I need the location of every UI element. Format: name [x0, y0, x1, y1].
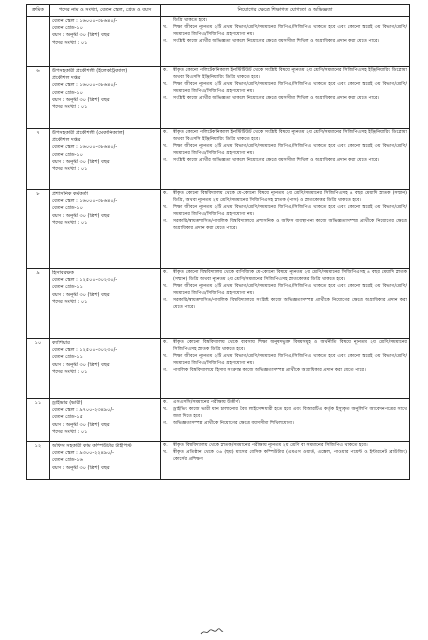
post-line: ক্যাশিয়ার: [52, 340, 70, 346]
item-marker: গ.: [163, 157, 168, 163]
item-marker: গ.: [163, 367, 168, 373]
table-row: [27, 129, 410, 190]
item-text: সরকারি/স্বায়ত্তশাসিত/পাবলিক বিশ্ববিদ্যালয়ে প্রশাসনিক ও অফিস ব্যবস্থাপনা কাজে অভিজ্ঞতাসম্পন্ন প্রার্থীকে নিয়োগের ক্ষেত্রে অগ্রাধিকার প্রদান করা যেতে পারে।: [173, 218, 407, 231]
post-line: বয়স : অনূর্ধ্ব ৩০ (ত্রিশ) বছর: [52, 291, 110, 298]
item-marker: ক.: [163, 443, 168, 448]
post-line: বেতন স্কেল : ৯৭০০-২৩৪৯০/-: [52, 407, 114, 414]
post-line: বেতন গ্রেড-১৬: [52, 457, 83, 464]
item-marker: ক.: [163, 270, 168, 275]
item-marker: ক.: [163, 400, 168, 405]
item-marker: খ.: [163, 449, 168, 455]
item-text: ডিগ্রি থাকতে হবে।: [173, 18, 208, 23]
item-text: সংশ্লিষ্ট কাজে প্রার্থীর অভিজ্ঞতা থাকলে নিয়োগের ক্ষেত্রে বয়সসীমা শিথিল ও অগ্রাধিকার প্রদান করা যেতে পারে।: [173, 95, 380, 101]
item-marker: খ.: [163, 283, 168, 289]
qualification-item: [163, 144, 407, 158]
item-marker: গ.: [163, 38, 168, 44]
post-line: বেতন স্কেল : ১৬০০০-৩৮৬৪০/-: [52, 18, 118, 24]
table-row: [27, 190, 410, 269]
qualification-item: [163, 400, 407, 407]
item-text: সংশ্লিষ্ট কাজে প্রার্থীর অভিজ্ঞতা থাকলে নিয়োগের ক্ষেত্রে বয়সসীমা শিথিল ও অগ্রাধিকার প্রদান করা যেতে পারে।: [173, 38, 380, 44]
qualification-item: [163, 450, 407, 464]
post-line: ড্রাইভার (ভারী): [52, 400, 83, 406]
qualification-item: [163, 270, 407, 284]
item-text: সংশ্লিষ্ট কাজে প্রার্থীর অভিজ্ঞতা থাকলে নিয়োগের ক্ষেত্রে বয়সসীমা শিথিল ও অগ্রাধিকার প্রদান করা যেতে পারে।: [173, 157, 380, 163]
qualification-details: [161, 129, 410, 190]
item-marker: ক.: [163, 340, 168, 345]
item-text: শিক্ষা জীবনে ন্যূনতম ২টি প্রথম বিভাগ/শ্রেণি/সমমানের জিপিএ/সিজিপিএ থাকতে হবে এবং কোনো স্তরেই ৩য় বিভাগ/শ্রেণি/সমমানের জিপিএ/সিজিপিএ গ্রহণযোগ্য নয়।: [173, 283, 407, 296]
qualification-item: [163, 421, 407, 428]
post-details: [50, 442, 161, 480]
item-marker: খ.: [163, 81, 168, 87]
post-line: বেতন স্কেল : ১৬০০০-৩৮৬৪০/-: [52, 144, 118, 151]
item-marker: ক.: [163, 130, 168, 135]
item-text: শিক্ষা জীবনে ন্যূনতম ২টি প্রথম বিভাগ/শ্রেণি/সমমানের জিপিএ/সিজিপিএ থাকতে হবে এবং কোনো স্তরেই ৩য় বিভাগ/শ্রেণি/সমমানের জিপিএ/সিজিপিএ গ্রহণযোগ্য নয়।: [173, 204, 407, 217]
post-line: পদের সংখ্যা : ০১: [52, 219, 88, 226]
qualification-item: [163, 25, 407, 39]
post-line: পদের সংখ্যা : ০১: [52, 428, 88, 435]
item-marker: ক.: [163, 68, 168, 73]
item-text: স্বীকৃত কোনো বিশ্ববিদ্যালয় থেকে ব্যবসায় শিক্ষা অনুষদভুক্ত বিষয়সমূহ ও অর্থনীতি বিষয়ে ন্যূনতম ২য় শ্রেণি/সমমানের সিজিপিএসহ স্নাতক ডিগ্রি থাকতে হবে।: [173, 340, 407, 352]
post-details: [50, 190, 161, 269]
post-line: বেতন স্কেল : ১২৫০০-৩০২৩০/-: [52, 347, 118, 354]
header-serial: ক্রমিক: [27, 5, 50, 17]
table-row: [27, 17, 410, 67]
row-serial: ১১: [27, 399, 50, 442]
table-row: [27, 399, 410, 442]
post-line: বেতন গ্রেড-১০: [52, 151, 83, 158]
row-serial: [27, 17, 50, 67]
item-text: শিক্ষা জীবনে ন্যূনতম ২টি প্রথম বিভাগ/শ্রেণি/সমমানের জিপিএ/সিজিপিএ থাকতে হবে এবং কোনো স্তরেই ৩য় বিভাগ/শ্রেণি/সমমানের জিপিএ/সিজিপিএ গ্রহণযোগ্য নয়।: [173, 143, 407, 156]
post-line: প্রশাসনিক কর্মকর্তা: [52, 191, 88, 197]
qualification-item: [163, 407, 407, 421]
table-body: [27, 17, 410, 480]
post-line: প্রকৌশল দপ্তর: [52, 137, 81, 144]
post-line: বেতন স্কেল : ১৬০০০-৩৮৬৪০/-: [52, 82, 118, 89]
post-line: প্রকৌশল দপ্তর: [52, 75, 81, 82]
post-details: [50, 67, 161, 129]
post-line: বেতন গ্রেড-১০: [52, 89, 83, 96]
qualification-item: [163, 82, 407, 96]
post-line: বেতন গ্রেড-১০: [52, 25, 83, 32]
row-serial: ৬: [27, 67, 50, 129]
qualification-item: [163, 96, 407, 103]
row-serial: ১২: [27, 442, 50, 480]
item-text: স্বীকৃত কোনো বিশ্ববিদ্যালয় থেকে যে-কোনো বিষয়ে ন্যূনতম ২য় শ্রেণি/সমমানের সিজিপিএসহ ৪ বছর মেয়াদি স্নাতক (সম্মান) ডিগ্রি, অথবা ন্যূনতম ২য় শ্রেণি/সমমানের সিজিপিএসহ স্নাতক (পাস) ও স্নাতকোত্তর ডিগ্রি থাকতে হবে।: [173, 191, 407, 203]
qualification-details: [161, 67, 410, 129]
qualification-item: [163, 191, 407, 205]
post-line: বয়স : অনূর্ধ্ব ৩০ (ত্রিশ) বছর: [52, 158, 110, 165]
table-row: [27, 339, 410, 399]
item-text: স্বীকৃত বিশ্ববিদ্যালয় থেকে স্নাতক/সমমানের পরীক্ষায় ন্যূনতম ২য় শ্রেণি বা সমমানের সিজিপিএ থাকতে হবে।: [173, 443, 368, 448]
item-marker: গ.: [163, 218, 168, 224]
post-line: পদের সংখ্যা : ০১: [52, 39, 88, 46]
item-text: পাবলিক বিশ্ববিদ্যালয়ে হিসাব সংক্রান্ত কাজে অভিজ্ঞতাসম্পন্ন প্রার্থীকে অগ্রাধিকার প্রদান করা যেতে পারে।: [173, 367, 366, 373]
item-text: ড্রাইভিং কাজে ভারী যান চালানোর বৈধ লাইসেন্সধারী হতে হবে এবং বিআরটিএ কর্তৃক ইস্যুকৃত অনুলিপি আবেদনপত্রের সাথে জমা দিতে হবে।: [173, 406, 407, 419]
job-table: [26, 4, 410, 480]
row-serial: ৮: [27, 190, 50, 269]
post-details: [50, 269, 161, 339]
qualification-item: [163, 68, 407, 82]
post-details: [50, 17, 161, 67]
post-line: উপসহকারী প্রকৌশলী (ইলেকট্রিক্যাল): [52, 68, 128, 74]
item-marker: খ.: [163, 406, 168, 412]
table-header-row: [27, 5, 410, 17]
post-line: বয়স : অনূর্ধ্ব ৩০ (ত্রিশ) বছর: [52, 32, 110, 39]
item-marker: গ.: [163, 297, 168, 303]
qualification-item: [163, 354, 407, 368]
post-line: বেতন স্কেল : ৯৩০০-২২৪৯০/-: [52, 450, 114, 457]
header-post: পদের নাম ও সংখ্যা, বেতন স্কেল, গ্রেড ও বয়স: [50, 5, 161, 17]
post-line: বয়স : অনূর্ধ্ব ৩০ (ত্রিশ) বছর: [52, 212, 110, 219]
post-line: বেতন স্কেল : ১২৫০০-৩০২৩০/-: [52, 277, 118, 284]
post-line: পদের সংখ্যা : ০১: [52, 368, 88, 375]
item-marker: [163, 18, 173, 25]
post-line: বয়স : অনূর্ধ্ব ৩০ (ত্রিশ) বছর: [52, 96, 110, 103]
post-line: বয়স : অনূর্ধ্ব ৩০ (ত্রিশ) বছর: [52, 421, 110, 428]
post-line: অফিস সহকারী কাম কম্পিউটার টাইপিস্ট: [52, 443, 132, 449]
qualification-details: [161, 190, 410, 269]
item-text: স্বীকৃত কোনো পলিটেকনিক্যাল ইনস্টিটিউট থেকে সংশ্লিষ্ট বিষয়ে ন্যূনতম ২য় শ্রেণি/সমমানের সিজিপিএসহ ইঞ্জিনিয়ারিং ডিপ্লোমা অথবা বিএসসি ইঞ্জিনিয়ারিং ডিগ্রি থাকতে হবে।: [173, 68, 407, 80]
row-serial: ১০: [27, 339, 50, 399]
post-line: উপসহকারী প্রকৌশলী (মেকানিক্যাল): [52, 130, 125, 136]
item-text: শিক্ষা জীবনে ন্যূনতম ২টি প্রথম বিভাগ/শ্রেণি/সমমানের জিপিএ/সিজিপিএ থাকতে হবে এবং কোনো স্তরেই ৩য় বিভাগ/শ্রেণি/সমমানের জিপিএ/সিজিপিএ গ্রহণযোগ্য নয়।: [173, 81, 407, 94]
item-marker: খ.: [163, 353, 168, 359]
post-details: [50, 399, 161, 442]
post-line: বেতন গ্রেড-১১: [52, 354, 83, 361]
post-line: বেতন স্কেল : ১৬০০০-৩৮৬৪০/-: [52, 198, 118, 205]
post-line: পদের সংখ্যা : ০১: [52, 298, 88, 305]
qualification-item: [163, 18, 407, 25]
item-marker: গ.: [163, 95, 168, 101]
item-marker: খ.: [163, 143, 168, 149]
post-line: বেতন গ্রেড-১৫: [52, 414, 83, 421]
table-row: [27, 442, 410, 480]
item-text: সরকারি/স্বায়ত্তশাসিত/পাবলিক বিশ্ববিদ্যালয়ে সংশ্লিষ্ট কাজে অভিজ্ঞতাসম্পন্ন প্রার্থীকে নিয়োগের ক্ষেত্রে অগ্রাধিকার প্রদান করা যেতে পারে।: [173, 297, 407, 310]
item-marker: খ.: [163, 204, 168, 210]
post-line: বয়স : অনূর্ধ্ব ৩০ (ত্রিশ) বছর: [52, 464, 110, 471]
qualification-details: [161, 442, 410, 480]
qualification-item: [163, 368, 407, 375]
item-marker: খ.: [163, 24, 168, 30]
row-serial: ৭: [27, 129, 50, 190]
item-marker: ক.: [163, 191, 168, 196]
qualification-item: [163, 158, 407, 165]
item-marker: গ.: [163, 420, 168, 426]
post-line: বেতন গ্রেড-১১: [52, 284, 83, 291]
qualification-item: [163, 443, 407, 450]
row-serial: ৯: [27, 269, 50, 339]
table-row: [27, 67, 410, 129]
qualification-item: [163, 39, 407, 46]
qualification-item: [163, 205, 407, 219]
qualification-item: [163, 298, 407, 312]
item-text: স্বীকৃত কোনো বিশ্ববিদ্যালয় থেকে বাণিজ্যিক যে-কোনো বিষয়ে ন্যূনতম ২য় শ্রেণি/সমমানের সিজিপিএসহ ৪ বছর মেয়াদি স্নাতক (সম্মান) ডিগ্রি অথবা ন্যূনতম ২য় শ্রেণি/সমমানের সিজিপিএসহ স্নাতকোত্তর ডিগ্রি থাকতে হবে।: [173, 270, 407, 282]
table-row: [27, 269, 410, 339]
qualification-details: [161, 339, 410, 399]
header-qualification: নিয়োগের ক্ষেত্রে শিক্ষাগত যোগ্যতা ও অভিজ্ঞতা: [161, 5, 410, 17]
item-text: শিক্ষা জীবনে ন্যূনতম ২টি প্রথম বিভাগ/শ্রেণি/সমমানের জিপিএ/সিজিপিএ থাকতে হবে এবং কোনো স্তরেই ৩য় বিভাগ/শ্রেণি/সমমানের জিপিএ/সিজিপিএ গ্রহণযোগ্য নয়।: [173, 353, 407, 366]
post-line: হিসাবরক্ষক: [52, 270, 74, 276]
item-text: স্বীকৃত প্রতিষ্ঠান থেকে ০৬ (ছয়) মাসের বেসিক কম্পিউটার (এমএস ওয়ার্ড, এক্সেল, পাওয়ার পয়েন্ট ও ইন্টারনেট ব্রাউজিং) কোর্সের প্রশিক্ষণ: [173, 449, 407, 462]
signature-mark: [200, 628, 224, 636]
qualification-details: [161, 17, 410, 67]
qualification-item: [163, 284, 407, 298]
item-text: এসএসসি/সমমানের পরীক্ষায় উত্তীর্ণ।: [173, 400, 241, 405]
item-text: অভিজ্ঞতাসম্পন্ন প্রার্থীকে নিয়োগের ক্ষেত্রে বয়সসীমা শিথিলযোগ্য।: [173, 420, 294, 426]
post-line: বেতন গ্রেড-১০: [52, 205, 83, 212]
post-line: পদের সংখ্যা : ০১: [52, 166, 88, 173]
post-line: বয়স : অনূর্ধ্ব ৩০ (ত্রিশ) বছর: [52, 361, 110, 368]
qualification-item: [163, 130, 407, 144]
qualification-details: [161, 399, 410, 442]
qualification-item: [163, 340, 407, 354]
qualification-item: [163, 219, 407, 233]
item-text: স্বীকৃত কোনো পলিটেকনিক্যাল ইনস্টিটিউট থেকে সংশ্লিষ্ট বিষয়ে ন্যূনতম ২য় শ্রেণি/সমমানের সিজিপিএসহ ইঞ্জিনিয়ারিং ডিপ্লোমা অথবা বিএসসি ইঞ্জিনিয়ারিং ডিগ্রি থাকতে হবে।: [173, 130, 407, 142]
item-text: শিক্ষা জীবনে ন্যূনতম ২টি প্রথম বিভাগ/শ্রেণি/সমমানের জিপিএ/সিজিপিএ থাকতে হবে এবং কোনো স্তরেই ৩য় বিভাগ/শ্রেণি/সমমানের জিপিএ/সিজিপিএ গ্রহণযোগ্য নয়।: [173, 24, 407, 37]
post-details: [50, 129, 161, 190]
post-line: পদের সংখ্যা : ০১: [52, 104, 88, 111]
qualification-details: [161, 269, 410, 339]
post-details: [50, 339, 161, 399]
